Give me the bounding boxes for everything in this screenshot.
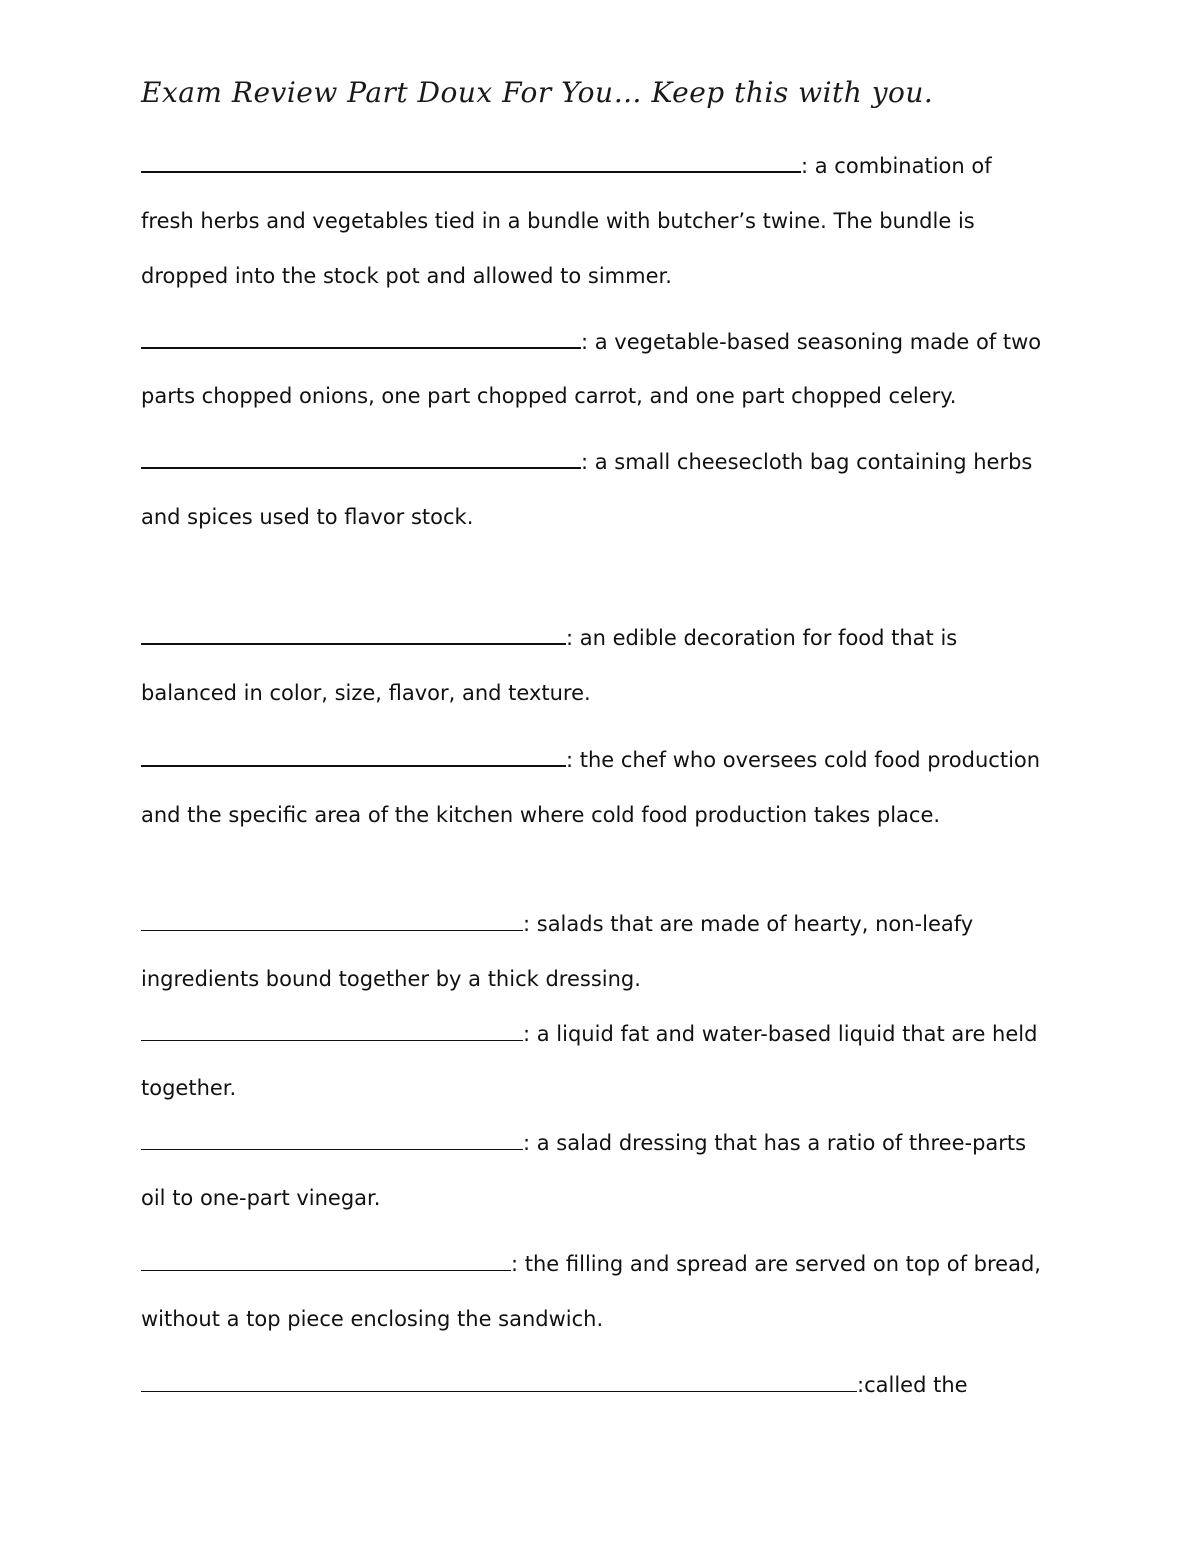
definition-line (141, 624, 957, 652)
definition-line (141, 1250, 1041, 1278)
definition-line (141, 910, 973, 938)
definition-line (141, 1129, 1026, 1157)
definition-line (141, 746, 1040, 774)
definition-text: : a vegetable-based seasoning made of two (581, 330, 1042, 354)
definition-text: : a combination of (801, 154, 992, 178)
definition-text: : a small cheesecloth bag containing herbs (581, 450, 1033, 474)
answer-blank[interactable] (141, 449, 581, 469)
definition-line (141, 328, 1041, 356)
definition-text: : a salad dressing that has a ratio of three-parts (523, 1131, 1027, 1155)
definition-text: : the filling and spread are served on top of bread, (511, 1252, 1041, 1276)
answer-blank[interactable] (141, 1022, 523, 1041)
definition-line (141, 152, 992, 180)
answer-blank[interactable] (141, 329, 581, 349)
definition-text: parts chopped onions, one part chopped carrot, and one part chopped celery. (141, 384, 957, 408)
answer-blank[interactable] (141, 153, 801, 173)
definition-text: :called the (857, 1373, 968, 1397)
definition-text: : an edible decoration for food that is (566, 626, 958, 650)
definition-line (141, 1371, 968, 1399)
answer-blank[interactable] (141, 912, 523, 931)
definition-text: balanced in color, size, flavor, and texture. (141, 681, 591, 705)
answer-blank[interactable] (141, 625, 566, 645)
definition-line (141, 1020, 1037, 1048)
answer-blank[interactable] (141, 1373, 857, 1392)
answer-blank[interactable] (141, 747, 566, 767)
definition-text: : a liquid fat and water-based liquid that are held (523, 1022, 1038, 1046)
definition-text: together. (141, 1076, 237, 1100)
definition-text: without a top piece enclosing the sandwich. (141, 1307, 604, 1331)
answer-blank[interactable] (141, 1131, 523, 1150)
definition-text: and spices used to flavor stock. (141, 505, 474, 529)
definition-text: : the chef who oversees cold food production (566, 748, 1041, 772)
definition-text: dropped into the stock pot and allowed to simmer. (141, 264, 672, 288)
definition-text: and the specific area of the kitchen where cold food production takes place. (141, 803, 941, 827)
definition-text: ingredients bound together by a thick dressing. (141, 967, 641, 991)
answer-blank[interactable] (141, 1252, 511, 1271)
definition-text: : salads that are made of hearty, non-leafy (523, 912, 974, 936)
definition-text: fresh herbs and vegetables tied in a bundle with butcher’s twine. The bundle is (141, 209, 975, 233)
definition-text: oil to one-part vinegar. (141, 1186, 381, 1210)
page-title: Exam Review Part Doux For You… Keep this with you. (141, 76, 934, 109)
definition-line (141, 448, 1032, 476)
